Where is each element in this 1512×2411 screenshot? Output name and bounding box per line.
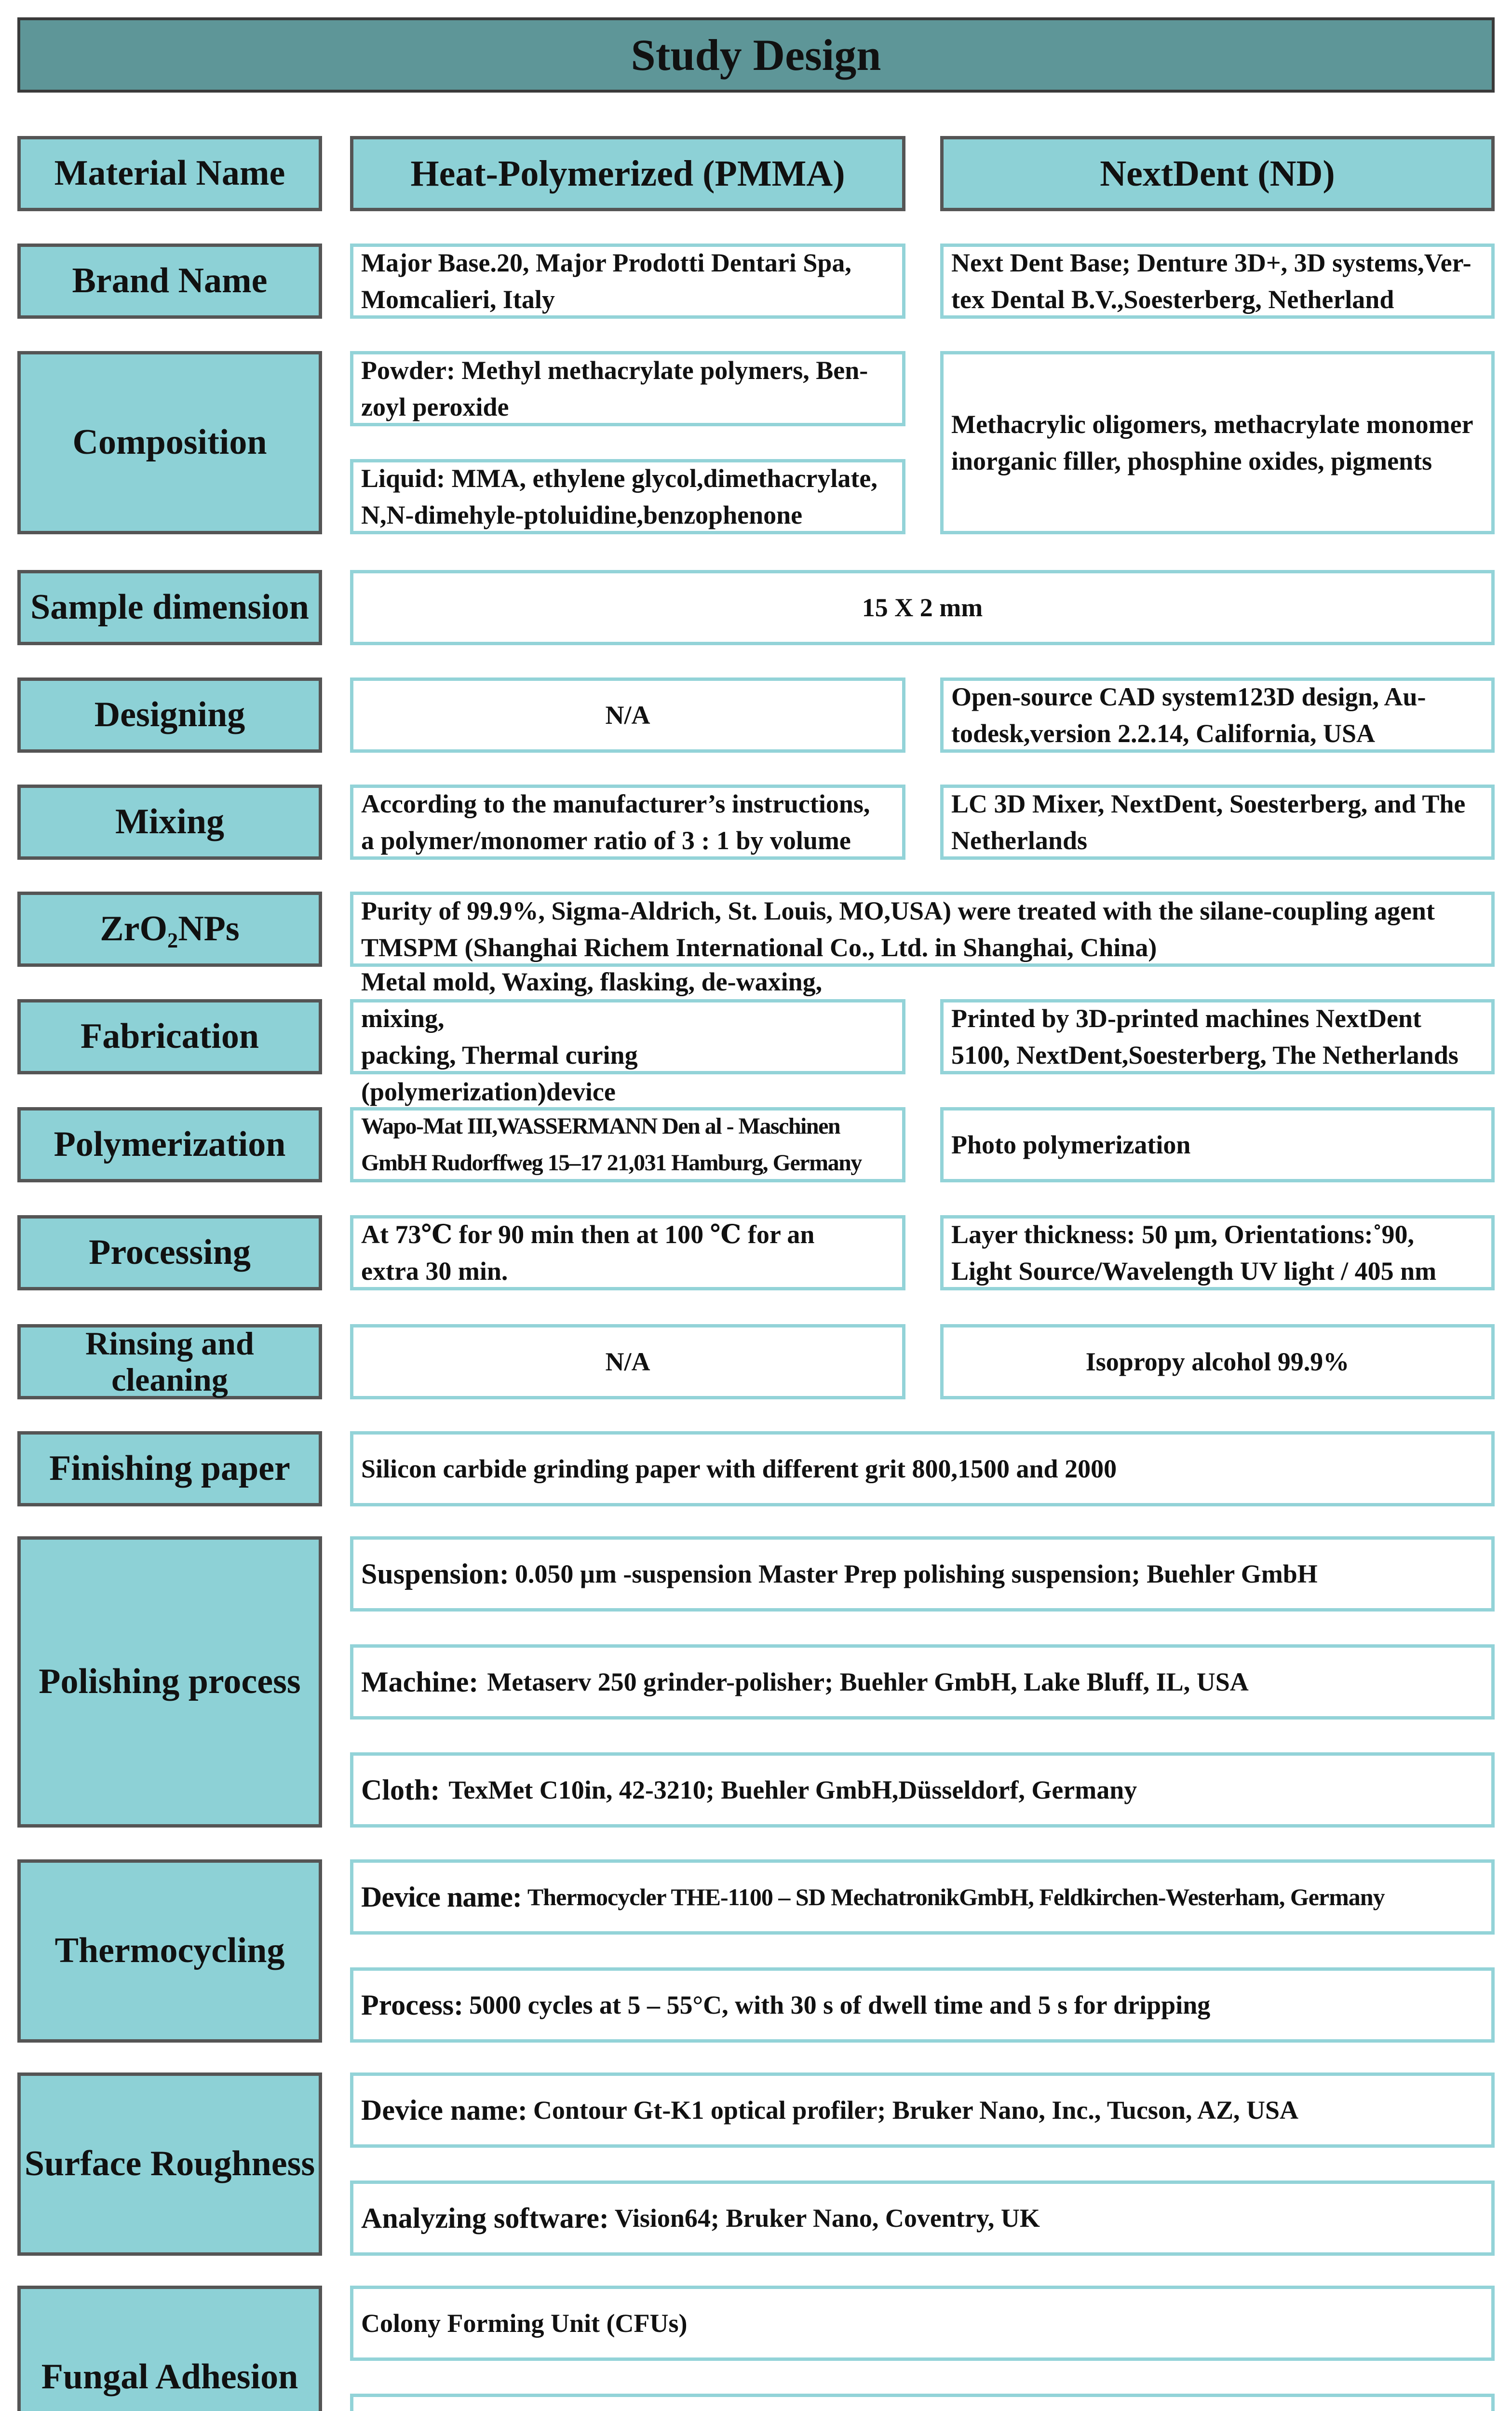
row-label-composition: Composition bbox=[17, 351, 322, 534]
rinsing-nextdent: Isopropy alcohol 99.9% bbox=[940, 1324, 1495, 1399]
row-label-fungal-adhesion: Fungal Adhesion bbox=[17, 2286, 322, 2411]
fabrication-pmma: Metal mold, Waxing, flasking, de-waxing, mixing, packing, Thermal curing (polymerization)device bbox=[350, 999, 905, 1074]
roughness-device: Device name: Contour Gt-K1 optical profiler; Bruker Nano, Inc., Tucson, AZ, USA bbox=[350, 2072, 1495, 2148]
thermocycling-process: Process: 5000 cycles at 5 – 55°C, with 30 s of dwell time and 5 s for dripping bbox=[350, 1967, 1495, 2043]
composition-pmma-liquid: Liquid: MMA, ethylene glycol,dimethacrylate, N,N-dimehyle-ptoluidine,benzophenone bbox=[350, 459, 905, 534]
polishing-suspension: Suspension: 0.050 µm -suspension Master Prep polishing suspension; Buehler GmbH bbox=[350, 1536, 1495, 1612]
row-label-processing: Processing bbox=[17, 1215, 322, 1290]
fungal-cell-proliferation bbox=[350, 2394, 1495, 2411]
brand-nextdent: Next Dent Base; Denture 3D+, 3D systems,Ver- tex Dental B.V.,Soesterberg, Netherland bbox=[940, 244, 1495, 319]
row-label-brand-name: Brand Name bbox=[17, 244, 322, 319]
row-label-surface-roughness: Surface Roughness bbox=[17, 2072, 322, 2256]
row-label-finishing-paper: Finishing paper bbox=[17, 1431, 322, 1506]
zro2-nps-value: Purity of 99.9%, Sigma-Aldrich, St. Louis, MO,USA) were treated with the silane-coupling agent TMSPM (Shanghai Richem International Co., Ltd. in Shanghai, China) bbox=[350, 892, 1495, 967]
processing-pmma: At 73℃ for 90 min then at 100 ℃ for an extra 30 min. bbox=[350, 1215, 905, 1290]
composition-pmma-powder: Powder: Methyl methacrylate polymers, Ben- zoyl peroxide bbox=[350, 351, 905, 426]
row-label-mixing: Mixing bbox=[17, 785, 322, 860]
row-label-sample-dimension: Sample dimension bbox=[17, 570, 322, 645]
mixing-nextdent: LC 3D Mixer, NextDent, Soesterberg, and The Netherlands bbox=[940, 785, 1495, 860]
finishing-paper-value: Silicon carbide grinding paper with different grit 800,1500 and 2000 bbox=[350, 1431, 1495, 1506]
page-title: Study Design bbox=[17, 17, 1495, 93]
processing-nextdent: Layer thickness: 50 µm, Orientations:˚90, Light Source/Wavelength UV light / 405 nm bbox=[940, 1215, 1495, 1290]
row-label-polymerization: Polymerization bbox=[17, 1107, 322, 1182]
header-pmma: Heat-Polymerized (PMMA) bbox=[350, 136, 905, 211]
header-nextdent: NextDent (ND) bbox=[940, 136, 1495, 211]
designing-pmma: N/A bbox=[350, 677, 905, 753]
header-material-name: Material Name bbox=[17, 136, 322, 211]
thermocycling-device: Device name: Thermocycler THE-1100 – SD MechatronikGmbH, Feldkirchen-Westerham, Germany bbox=[350, 1859, 1495, 1935]
row-label-polishing-process: Polishing process bbox=[17, 1536, 322, 1828]
sample-dimension-value: 15 X 2 mm bbox=[350, 570, 1495, 645]
rinsing-pmma: N/A bbox=[350, 1324, 905, 1399]
row-label-fabrication: Fabrication bbox=[17, 999, 322, 1074]
composition-nextdent: Methacrylic oligomers, methacrylate monomer inorganic filler, phosphine oxides, pigments bbox=[940, 351, 1495, 534]
polymerization-pmma: Wapo-Mat III,WASSERMANN Den al - Maschinen GmbH Rudorffweg 15–17 21,031 Hamburg, Germany bbox=[350, 1107, 905, 1182]
row-label-designing: Designing bbox=[17, 677, 322, 753]
designing-nextdent: Open-source CAD system123D design, Au- todesk,version 2.2.14, California, USA bbox=[940, 677, 1495, 753]
mixing-pmma: According to the manufacturer’s instructions, a polymer/monomer ratio of 3 : 1 by volume bbox=[350, 785, 905, 860]
row-label-thermocycling: Thermocycling bbox=[17, 1859, 322, 2043]
row-label-zro2-nps: ZrO₂NPs bbox=[17, 892, 322, 967]
fabrication-nextdent: Printed by 3D-printed machines NextDent 5100, NextDent,Soesterberg, The Netherlands bbox=[940, 999, 1495, 1074]
roughness-software: Analyzing software: Vision64; Bruker Nano, Coventry, UK bbox=[350, 2181, 1495, 2256]
polishing-machine: Machine: Metaserv 250 grinder-polisher; Buehler GmbH, Lake Bluff, IL, USA bbox=[350, 1644, 1495, 1720]
polymerization-nextdent: Photo polymerization bbox=[940, 1107, 1495, 1182]
fungal-cfu: Colony Forming Unit (CFUs) bbox=[350, 2286, 1495, 2361]
brand-pmma: Major Base.20, Major Prodotti Dentari Spa, Momcalieri, Italy bbox=[350, 244, 905, 319]
row-label-rinsing-and-cleaning: Rinsing and cleaning bbox=[17, 1324, 322, 1399]
polishing-cloth: Cloth: TexMet C10in, 42-3210; Buehler GmbH,Düsseldorf, Germany bbox=[350, 1752, 1495, 1828]
